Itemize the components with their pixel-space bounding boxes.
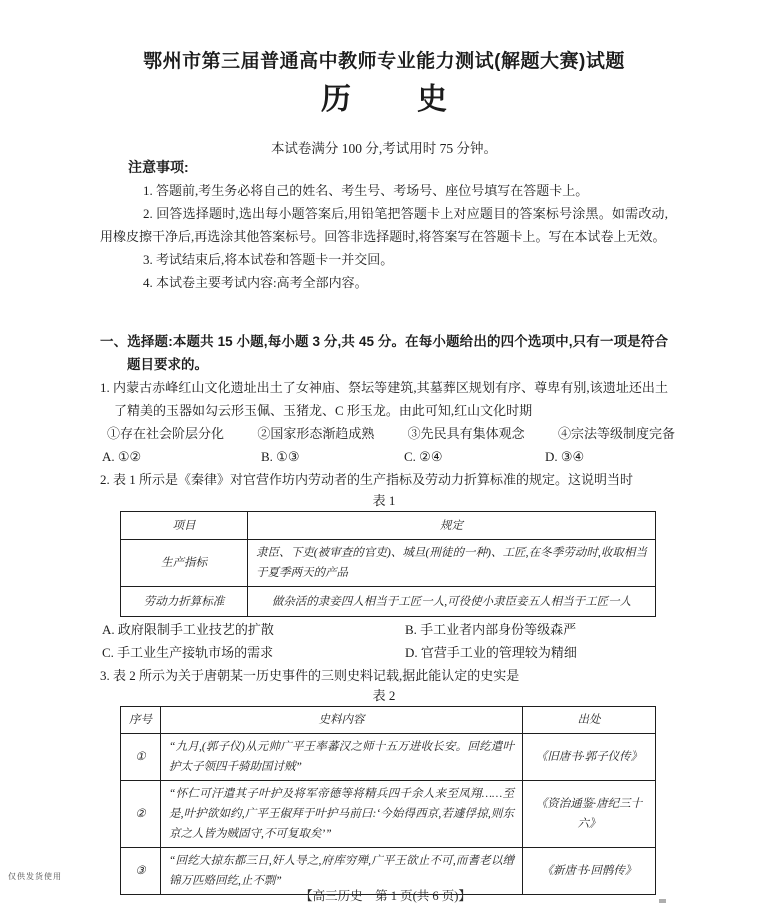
subject-char-right: 史 (417, 83, 447, 116)
option-b: B. 手工业者内部身份等级森严 (405, 622, 577, 637)
suboption-1: ①存在社会阶层分化 (107, 426, 225, 441)
exam-info: 本试卷满分 100 分,考试用时 75 分钟。 (270, 141, 498, 156)
table-1-header-cell: 规定 (248, 512, 656, 540)
table-2 (120, 706, 656, 895)
notice-item: 1. 答题前,考生务必将自己的姓名、考生号、考场号、座位号填写在答题卡上。 (143, 183, 589, 198)
table-1-row-label: 生产指标 (121, 540, 248, 587)
section-heading: 一、选择题:本题共 15 小题,每小题 3 分,共 45 分。在每小题给出的四个选项中,只有一项是符合题目要求的。 (100, 334, 668, 372)
suboption-3: ③先民具有集体观念 (407, 426, 525, 441)
notice-list (100, 179, 668, 294)
suboption-4: ④宗法等级制度完备 (557, 426, 675, 441)
question-1-suboptions (100, 422, 683, 445)
question-1-stem: 1. 内蒙古赤峰红山文化遗址出土了女神庙、祭坛等建筑,其墓葬区规划有序、尊卑有别,该遗址还出土了精美的玉器如勾云形玉佩、玉猪龙、C 形玉龙。由此可知,红山文化时期 (100, 380, 668, 418)
table-row (121, 781, 656, 848)
table-2-row-source: 《新唐书·回鹘传》 (523, 848, 656, 895)
table-row (121, 540, 656, 587)
notice-heading: 注意事项: (128, 159, 189, 175)
notice-item: 3. 考试结束后,将本试卷和答题卡一并交回。 (143, 252, 394, 267)
table-2-row-source: 《旧唐书·郭子仪传》 (523, 734, 656, 781)
suboption-2: ②国家形态渐趋成熟 (257, 426, 375, 441)
option-d: D. 官营手工业的管理较为精细 (405, 645, 577, 660)
table-1-row-label: 劳动力折算标准 (121, 587, 248, 617)
question-3-stem: 3. 表 2 所示为关于唐朝某一历史事件的三则史料记载,据此能认定的史实是 (100, 668, 520, 683)
table-1 (120, 511, 656, 617)
question-1-options (100, 445, 670, 468)
table-2-header-cell: 序号 (121, 707, 161, 734)
table-2-header-cell: 出处 (523, 707, 656, 734)
option-c: C. 手工业生产接轨市场的需求 (102, 645, 274, 660)
option-a: A. 政府限制手工业技艺的扩散 (102, 622, 274, 637)
table-2-row-text: “回纥大掠东都三日,奸人导之,府库穷殚,广平王欲止不可,而耆老以缯锦万匹赂回纥,止不剽” (161, 848, 523, 895)
notice-item: 4. 本试卷主要考试内容:高考全部内容。 (143, 275, 368, 290)
table-1-row-text: 隶臣、下吏(被审查的官吏)、城旦(刑徒的一种)、工匠,在冬季劳动时,收取相当于夏季两天的产品 (248, 540, 656, 587)
notice-item: 2. 回答选择题时,选出每小题答案后,用铅笔把答题卡上对应题目的答案标号涂黑。如需改动,用橡皮擦干净后,再选涂其他答案标号。回答非选择题时,将答案写在答题卡上。写在本试卷上无效。 (100, 206, 668, 244)
table-row (121, 587, 656, 617)
table-2-row-no: ③ (121, 848, 161, 895)
option-a: A. ①② (102, 449, 142, 464)
option-d: D. ③④ (545, 449, 585, 464)
question-2-stem: 2. 表 1 所示是《秦律》对官营作坊内劳动者的生产指标及劳动力折算标准的规定。这说明当时 (100, 472, 634, 487)
table-2-row-text: “怀仁可汗遣其子叶护及将军帝德等将精兵四千余人来至凤翔……至是,叶护欲如约,广平王俶拜于叶护马前曰:‘今始得西京,若遽俘掠,则东京之人皆为贼固守,不可复取矣’” (161, 781, 523, 848)
subject-char-left: 历 (321, 83, 351, 116)
table-2-caption: 表 2 (372, 688, 396, 703)
table-1-caption: 表 1 (372, 493, 396, 508)
table-1-header-cell: 项目 (121, 512, 248, 540)
option-c: C. ②④ (404, 449, 443, 464)
table-2-row-no: ② (121, 781, 161, 848)
option-b: B. ①③ (261, 449, 300, 464)
subject-title (100, 74, 668, 118)
watermark: 仅供发货使用 (8, 872, 62, 881)
table-2-row-source: 《资治通鉴·唐纪三十六》 (523, 781, 656, 848)
scan-artifact (659, 899, 666, 903)
page-title: 鄂州市第三届普通高中教师专业能力测试(解题大赛)试题 (143, 51, 625, 72)
table-2-header-cell: 史料内容 (161, 707, 523, 734)
table-1-row-text: 做杂活的隶妾四人相当于工匠一人,可役使小隶臣妾五人相当于工匠一人 (248, 587, 656, 617)
table-2-row-text: “九月,(郭子仪)从元帅广平王率蕃汉之师十五万进收长安。回纥遣叶护太子领四千骑助国讨贼” (161, 734, 523, 781)
page-footer: 【高三历史 第 1 页(共 6 页)】 (300, 889, 471, 903)
table-2-row-no: ① (121, 734, 161, 781)
question-2-options (100, 618, 670, 664)
table-row (121, 734, 656, 781)
